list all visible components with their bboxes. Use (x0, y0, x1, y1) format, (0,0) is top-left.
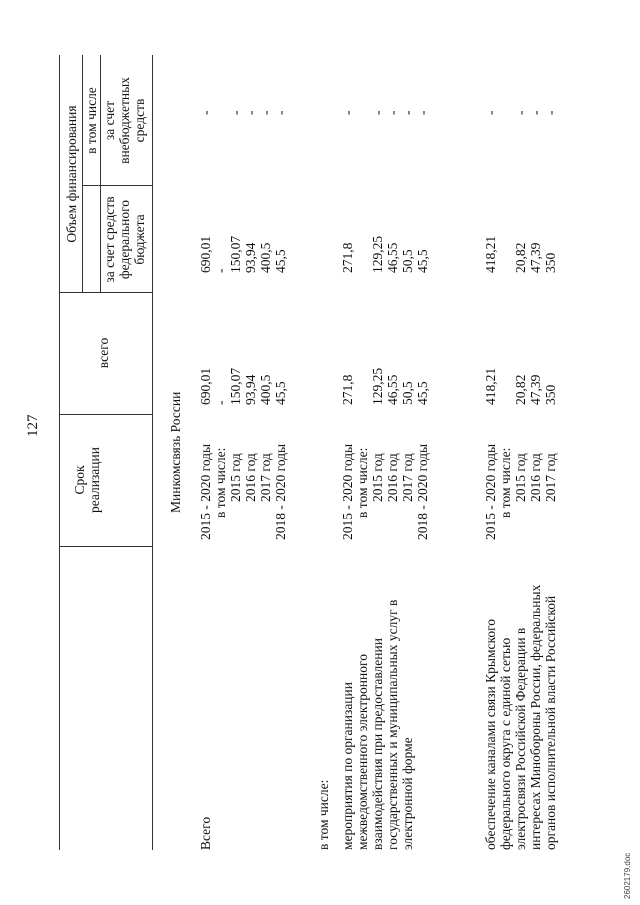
including-label: в том числе: (316, 779, 331, 850)
header-total: всего (96, 337, 111, 369)
row-measures-total-values: 271,8 129,25 46,55 50,5 45,5 (340, 367, 430, 405)
table-top-rule (59, 55, 60, 850)
row-total-extra-values: - - - - - (198, 110, 288, 115)
page-number: 127 (25, 414, 41, 437)
col-divider-name-period (59, 546, 152, 547)
row-crimea-periods: 2015 - 2020 годы в том числе: 2015 год 2016 год 2017 год (483, 443, 558, 540)
row-crimea-description: обеспечение каналами связи Крымского федерального округа с единой сетью электросвязи Российской Федерации в интересах Минобороны России, федеральных органов исполнительной власти Российской (483, 584, 558, 850)
row-measures-description: мероприятия по организации межведомственного электронного взаимодействия при предоставлении государственных и муниципальных услуг в электронной форме (340, 599, 415, 850)
row-crimea-extra-values: - - - - (483, 110, 558, 115)
row-measures-periods: 2015 - 2020 годы в том числе: 2015 год 2016 год 2017 год 2018 - 2020 годы (340, 443, 430, 540)
ministry-heading: Минкомсвязь России (168, 391, 183, 513)
header-federal-budget: за счет средств федерального бюджета (102, 196, 147, 283)
row-total-total-values: 690,01 - 150,07 93,94 400,5 45,5 (198, 367, 288, 405)
header-bottom-rule (152, 55, 153, 850)
header-financing-volume: Объем финансирования (64, 105, 79, 243)
row-measures-extra-values: - - - - - (340, 110, 430, 115)
row-crimea-total-values: 418,21 20,82 47,39 350 (483, 367, 558, 405)
financing-header-rule (82, 55, 83, 293)
row-total-federal-values: 690,01 - 150,07 93,94 400,5 45,5 (198, 235, 288, 273)
row-crimea-federal-values: 418,21 20,82 47,39 350 (483, 235, 558, 273)
document-id-footer: 2602179.doc (623, 852, 632, 899)
header-period: Срок реализации (72, 447, 102, 513)
row-measures-federal-values: 271,8 129,25 46,55 50,5 45,5 (340, 235, 430, 273)
header-in-that-number: в том числе (84, 87, 99, 154)
row-total-periods: 2015 - 2020 годы в том числе: 2015 год 2016 год 2017 год 2018 - 2020 годы (198, 443, 288, 540)
header-extrabudgetary: за счет внебюджетных средств (102, 77, 147, 164)
row-total-label: Всего (198, 816, 213, 850)
